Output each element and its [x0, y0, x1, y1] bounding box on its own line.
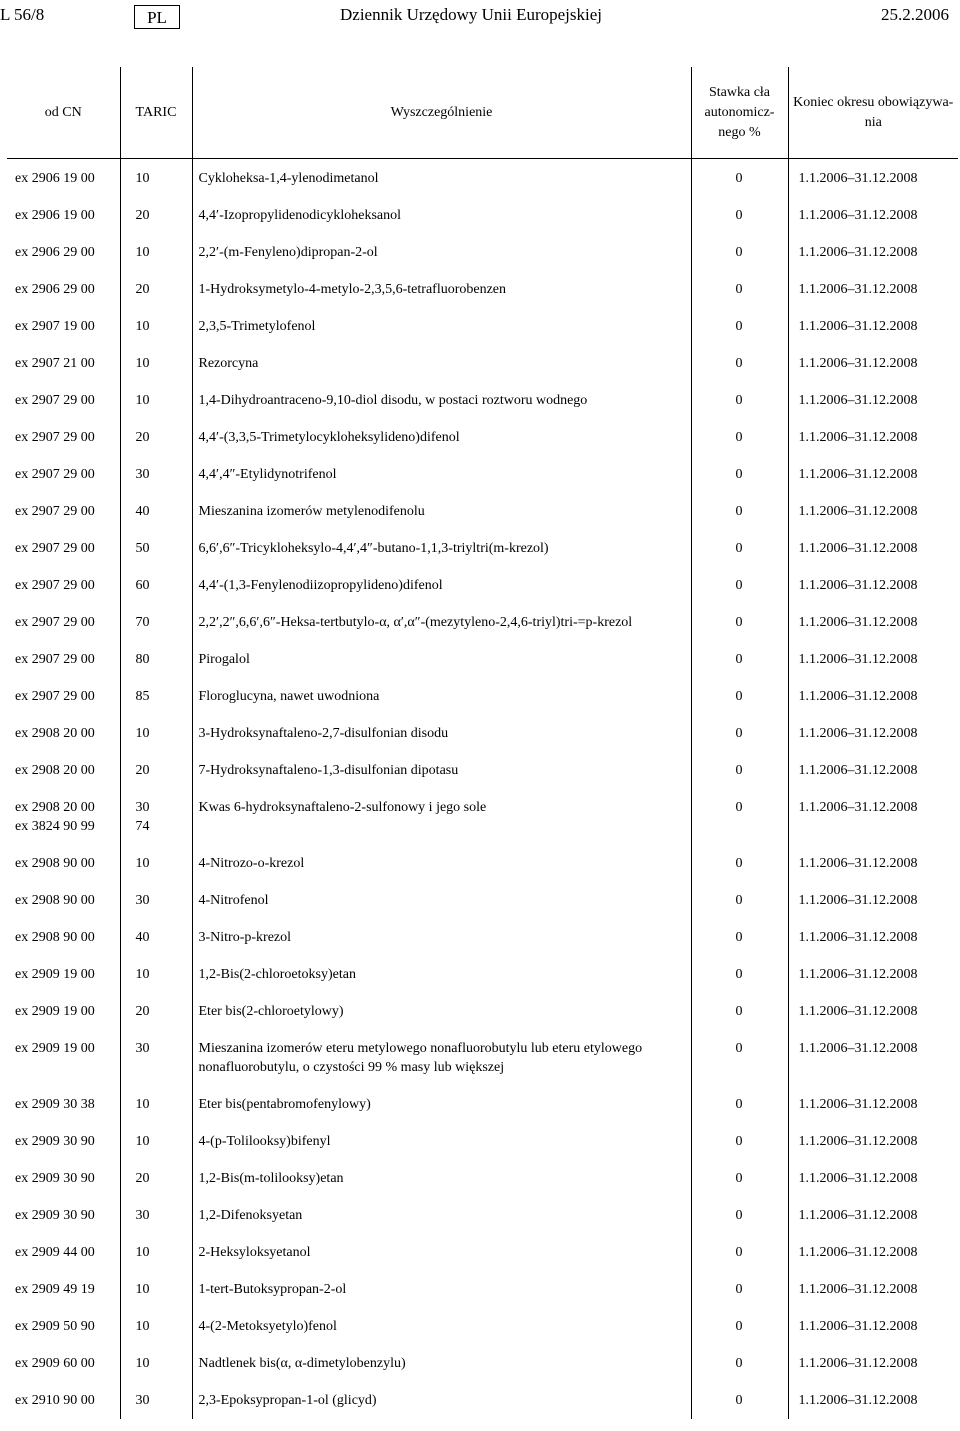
description: 1,2-Bis(2-chloroetoksy)etan — [192, 956, 691, 993]
description: 4-Nitrofenol — [192, 882, 691, 919]
description: 4-(2-Metoksyetylo)fenol — [192, 1308, 691, 1345]
description: Nadtlenek bis(α, α-dimetylobenzylu) — [192, 1345, 691, 1382]
duty-rate: 0 — [691, 715, 788, 752]
cn-code: ex 2907 29 00 — [7, 456, 120, 493]
validity-period: 1.1.2006–31.12.2008 — [788, 752, 958, 789]
publication-date: 25.2.2006 — [881, 5, 949, 24]
validity-period: 1.1.2006–31.12.2008 — [788, 382, 958, 419]
cn-code: ex 2908 90 00 — [7, 919, 120, 956]
description: 4-Nitrozo-o-krezol — [192, 845, 691, 882]
taric-code: 20 — [120, 752, 192, 789]
duty-rate: 0 — [691, 308, 788, 345]
duty-rate: 0 — [691, 1086, 788, 1123]
taric-code: 40 — [120, 493, 192, 530]
cn-code: ex 2907 29 00 — [7, 678, 120, 715]
duty-rate: 0 — [691, 197, 788, 234]
duty-rate: 0 — [691, 678, 788, 715]
taric-code: 10 — [120, 1345, 192, 1382]
cn-code: ex 2907 29 00 — [7, 604, 120, 641]
language-code-box: PL — [134, 5, 180, 29]
validity-period: 1.1.2006–31.12.2008 — [788, 1271, 958, 1308]
cn-code: ex 2907 29 00 — [7, 382, 120, 419]
taric-code: 10 — [120, 715, 192, 752]
taric-code: 10 — [120, 1271, 192, 1308]
table-body — [7, 159, 958, 1420]
cn-code: ex 2908 90 00 — [7, 882, 120, 919]
table-row — [7, 308, 958, 345]
duty-rate: 0 — [691, 159, 788, 198]
taric-code: 30 — [120, 456, 192, 493]
cn-code: ex 2906 19 00 — [7, 159, 120, 198]
table-row — [7, 1308, 958, 1345]
validity-period: 1.1.2006–31.12.2008 — [788, 159, 958, 198]
validity-period: 1.1.2006–31.12.2008 — [788, 956, 958, 993]
table-row — [7, 641, 958, 678]
taric-code: 10 — [120, 956, 192, 993]
taric-code: 10 — [120, 1308, 192, 1345]
description: Rezorcyna — [192, 345, 691, 382]
taric-code: 10 — [120, 845, 192, 882]
cn-code: ex 2909 30 90 — [7, 1160, 120, 1197]
table-row — [7, 345, 958, 382]
taric-code: 85 — [120, 678, 192, 715]
taric-code: 60 — [120, 567, 192, 604]
validity-period: 1.1.2006–31.12.2008 — [788, 308, 958, 345]
validity-period: 1.1.2006–31.12.2008 — [788, 493, 958, 530]
validity-period: 1.1.2006–31.12.2008 — [788, 715, 958, 752]
duty-rate: 0 — [691, 641, 788, 678]
validity-period: 1.1.2006–31.12.2008 — [788, 1308, 958, 1345]
duty-rate: 0 — [691, 456, 788, 493]
duty-rate: 0 — [691, 271, 788, 308]
taric-code: 10 — [120, 1234, 192, 1271]
description: 1,4-Dihydroantraceno-9,10-diol disodu, w postaci roztworu wodnego — [192, 382, 691, 419]
cn-code: ex 2908 90 00 — [7, 845, 120, 882]
description: 2,3-Epoksypropan-1-ol (glicyd) — [192, 1382, 691, 1419]
description: 2,2′-(m-Fenyleno)dipropan-2-ol — [192, 234, 691, 271]
description: 4,4′-(1,3-Fenylenodiizopropylideno)difenol — [192, 567, 691, 604]
description: 1,2-Bis(m-tolilooksy)etan — [192, 1160, 691, 1197]
table-row — [7, 271, 958, 308]
cn-code: ex 2908 20 00 ex 3824 90 99 — [7, 789, 120, 845]
validity-period: 1.1.2006–31.12.2008 — [788, 567, 958, 604]
duty-rate: 0 — [691, 419, 788, 456]
description: 2-Heksyloksyetanol — [192, 1234, 691, 1271]
taric-code: 50 — [120, 530, 192, 567]
description: Cykloheksa-1,4-ylenodimetanol — [192, 159, 691, 198]
validity-period: 1.1.2006–31.12.2008 — [788, 530, 958, 567]
validity-period: 1.1.2006–31.12.2008 — [788, 1086, 958, 1123]
validity-period: 1.1.2006–31.12.2008 — [788, 345, 958, 382]
taric-code: 30 — [120, 1197, 192, 1234]
duty-rate: 0 — [691, 919, 788, 956]
duty-rate: 0 — [691, 789, 788, 845]
description: 7-Hydroksynaftaleno-1,3-disulfonian dipotasu — [192, 752, 691, 789]
cn-code: ex 2909 30 38 — [7, 1086, 120, 1123]
cn-code: ex 2907 19 00 — [7, 308, 120, 345]
column-header-duty-rate: Stawka cła autonomicz-nego % — [691, 67, 788, 159]
page-header — [0, 0, 960, 30]
table-row — [7, 993, 958, 1030]
taric-code: 20 — [120, 197, 192, 234]
cn-code: ex 2906 29 00 — [7, 234, 120, 271]
cn-code: ex 2909 19 00 — [7, 1030, 120, 1086]
table-row — [7, 1086, 958, 1123]
duty-rate: 0 — [691, 493, 788, 530]
duty-rate: 0 — [691, 567, 788, 604]
taric-code: 20 — [120, 419, 192, 456]
cn-code: ex 2907 21 00 — [7, 345, 120, 382]
duty-rate: 0 — [691, 752, 788, 789]
description: 1,2-Difenoksyetan — [192, 1197, 691, 1234]
duty-rate: 0 — [691, 956, 788, 993]
cn-code: ex 2909 30 90 — [7, 1197, 120, 1234]
duty-rate: 0 — [691, 234, 788, 271]
duty-rate: 0 — [691, 882, 788, 919]
validity-period: 1.1.2006–31.12.2008 — [788, 419, 958, 456]
taric-code: 10 — [120, 382, 192, 419]
cn-code: ex 2906 19 00 — [7, 197, 120, 234]
description: 3-Hydroksynaftaleno-2,7-disulfonian disodu — [192, 715, 691, 752]
taric-code: 30 — [120, 1382, 192, 1419]
table-row — [7, 530, 958, 567]
cn-code: ex 2909 30 90 — [7, 1123, 120, 1160]
validity-period: 1.1.2006–31.12.2008 — [788, 271, 958, 308]
table-row — [7, 715, 958, 752]
page-reference: L 56/8 — [0, 5, 45, 24]
description: Pirogalol — [192, 641, 691, 678]
validity-period: 1.1.2006–31.12.2008 — [788, 1160, 958, 1197]
cn-code: ex 2906 29 00 — [7, 271, 120, 308]
validity-period: 1.1.2006–31.12.2008 — [788, 789, 958, 845]
table-row — [7, 1030, 958, 1086]
description: 4-(p-Tolilooksy)bifenyl — [192, 1123, 691, 1160]
validity-period: 1.1.2006–31.12.2008 — [788, 1197, 958, 1234]
validity-period: 1.1.2006–31.12.2008 — [788, 678, 958, 715]
duty-rate: 0 — [691, 1345, 788, 1382]
validity-period: 1.1.2006–31.12.2008 — [788, 1345, 958, 1382]
description: Eter bis(2-chloroetylowy) — [192, 993, 691, 1030]
taric-code: 10 — [120, 308, 192, 345]
description: 1-tert-Butoksypropan-2-ol — [192, 1271, 691, 1308]
description: 3-Nitro-p-krezol — [192, 919, 691, 956]
cn-code: ex 2908 20 00 — [7, 752, 120, 789]
table-row — [7, 845, 958, 882]
taric-code: 10 — [120, 345, 192, 382]
taric-code: 70 — [120, 604, 192, 641]
table-row — [7, 1345, 958, 1382]
duty-rate: 0 — [691, 604, 788, 641]
validity-period: 1.1.2006–31.12.2008 — [788, 641, 958, 678]
taric-code: 20 — [120, 1160, 192, 1197]
duty-rate: 0 — [691, 1234, 788, 1271]
taric-code: 10 — [120, 234, 192, 271]
validity-period: 1.1.2006–31.12.2008 — [788, 456, 958, 493]
taric-code: 80 — [120, 641, 192, 678]
cn-code: ex 2910 90 00 — [7, 1382, 120, 1419]
taric-code: 30 — [120, 882, 192, 919]
tariff-table — [7, 67, 958, 1419]
taric-code: 20 — [120, 271, 192, 308]
cn-code: ex 2909 50 90 — [7, 1308, 120, 1345]
table-row — [7, 1382, 958, 1419]
description: Mieszanina izomerów eteru metylowego nonafluorobutylu lub eteru etylowego nonafluorobutylu, o czystości 99 % masy lub większej — [192, 1030, 691, 1086]
column-header-taric: TARIC — [120, 67, 192, 159]
validity-period: 1.1.2006–31.12.2008 — [788, 234, 958, 271]
cn-code: ex 2909 49 19 — [7, 1271, 120, 1308]
description: Eter bis(pentabromofenylowy) — [192, 1086, 691, 1123]
validity-period: 1.1.2006–31.12.2008 — [788, 1123, 958, 1160]
table-row — [7, 456, 958, 493]
duty-rate: 0 — [691, 345, 788, 382]
validity-period: 1.1.2006–31.12.2008 — [788, 1030, 958, 1086]
table-row — [7, 197, 958, 234]
taric-code: 30 — [120, 1030, 192, 1086]
table-row — [7, 234, 958, 271]
duty-rate: 0 — [691, 1271, 788, 1308]
table-row — [7, 1197, 958, 1234]
table-row — [7, 1271, 958, 1308]
column-header-cn: od CN — [7, 67, 120, 159]
description: 2,3,5-Trimetylofenol — [192, 308, 691, 345]
validity-period: 1.1.2006–31.12.2008 — [788, 604, 958, 641]
duty-rate: 0 — [691, 1382, 788, 1419]
duty-rate: 0 — [691, 1197, 788, 1234]
description: 6,6′,6″-Tricykloheksylo-4,4′,4″-butano-1,1,3-triyltri(m-krezol) — [192, 530, 691, 567]
table-row — [7, 1123, 958, 1160]
taric-code: 10 — [120, 1123, 192, 1160]
validity-period: 1.1.2006–31.12.2008 — [788, 1234, 958, 1271]
duty-rate: 0 — [691, 1308, 788, 1345]
taric-code: 30 74 — [120, 789, 192, 845]
duty-rate: 0 — [691, 382, 788, 419]
table-row — [7, 956, 958, 993]
table-row — [7, 882, 958, 919]
cn-code: ex 2909 60 00 — [7, 1345, 120, 1382]
taric-code: 20 — [120, 993, 192, 1030]
cn-code: ex 2909 44 00 — [7, 1234, 120, 1271]
cn-code: ex 2909 19 00 — [7, 956, 120, 993]
taric-code: 10 — [120, 1086, 192, 1123]
column-header-validity-end: Koniec okresu obowiązywa-nia — [788, 67, 958, 159]
table-header-row — [7, 67, 958, 159]
cn-code: ex 2907 29 00 — [7, 419, 120, 456]
cn-code: ex 2907 29 00 — [7, 641, 120, 678]
duty-rate: 0 — [691, 1123, 788, 1160]
cn-code: ex 2907 29 00 — [7, 567, 120, 604]
cn-code: ex 2909 19 00 — [7, 993, 120, 1030]
table-row — [7, 604, 958, 641]
column-header-description: Wyszczególnienie — [192, 67, 691, 159]
duty-rate: 0 — [691, 993, 788, 1030]
description: Kwas 6-hydroksynaftaleno-2-sulfonowy i jego sole — [192, 789, 691, 845]
table-row — [7, 678, 958, 715]
journal-title: Dziennik Urzędowy Unii Europejskiej — [340, 5, 603, 24]
duty-rate: 0 — [691, 530, 788, 567]
table-row — [7, 1160, 958, 1197]
description: 4,4′,4″-Etylidynotrifenol — [192, 456, 691, 493]
table-row — [7, 1234, 958, 1271]
taric-code: 40 — [120, 919, 192, 956]
description: 1-Hydroksymetylo-4-metylo-2,3,5,6-tetrafluorobenzen — [192, 271, 691, 308]
table-row — [7, 567, 958, 604]
description: 4,4′-(3,3,5-Trimetylocykloheksylideno)difenol — [192, 419, 691, 456]
validity-period: 1.1.2006–31.12.2008 — [788, 993, 958, 1030]
duty-rate: 0 — [691, 1160, 788, 1197]
validity-period: 1.1.2006–31.12.2008 — [788, 882, 958, 919]
duty-rate: 0 — [691, 845, 788, 882]
validity-period: 1.1.2006–31.12.2008 — [788, 1382, 958, 1419]
table-row — [7, 382, 958, 419]
cn-code: ex 2908 20 00 — [7, 715, 120, 752]
cn-code: ex 2907 29 00 — [7, 493, 120, 530]
description: 4,4′-Izopropylidenodicykloheksanol — [192, 197, 691, 234]
validity-period: 1.1.2006–31.12.2008 — [788, 197, 958, 234]
description: Floroglucyna, nawet uwodniona — [192, 678, 691, 715]
validity-period: 1.1.2006–31.12.2008 — [788, 845, 958, 882]
description: 2,2′,2″,6,6′,6″-Heksa-tertbutylo-α, α′,α″-(mezytyleno-2,4,6-triyl)tri-=p-krezol — [192, 604, 691, 641]
table-row — [7, 159, 958, 198]
table-row — [7, 919, 958, 956]
validity-period: 1.1.2006–31.12.2008 — [788, 919, 958, 956]
table-row — [7, 789, 958, 845]
table-row — [7, 493, 958, 530]
duty-rate: 0 — [691, 1030, 788, 1086]
table-row — [7, 419, 958, 456]
taric-code: 10 — [120, 159, 192, 198]
table-row — [7, 752, 958, 789]
cn-code: ex 2907 29 00 — [7, 530, 120, 567]
description: Mieszanina izomerów metylenodifenolu — [192, 493, 691, 530]
